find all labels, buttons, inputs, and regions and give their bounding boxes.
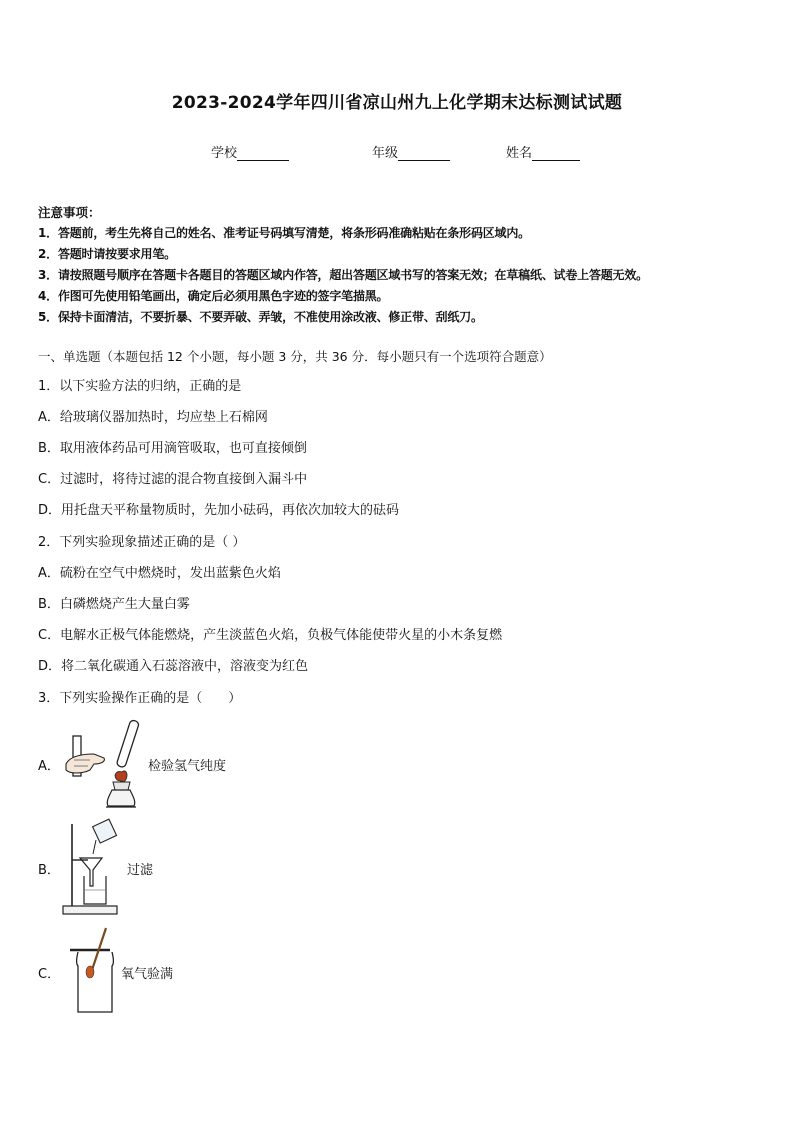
image-option-label: 氧气验满 [121,967,174,982]
note-item: 1．答题前，考生先将自己的姓名、准考证号码填写清楚，将条形码准确粘贴在条形码区域内。 [38,226,530,240]
question-option[interactable]: B．取用液体药品可用滴管吸取，也可直接倾倒 [38,441,307,456]
name-blank[interactable] [532,146,580,161]
question-stem: 1．以下实验方法的归纳，正确的是 [38,379,242,394]
image-option-c[interactable] [38,963,60,982]
option-letter: A． [38,759,60,774]
notes-heading: 注意事项： [38,205,101,220]
question-option[interactable]: B．白磷燃烧产生大量白雾 [38,597,190,612]
question-stem: 2．下列实验现象描述正确的是（ ） [38,535,246,550]
image-option-a[interactable] [38,755,60,774]
filtration-setup-icon [60,820,122,916]
question-option[interactable]: D．用托盘天平称量物质时，先加小砝码，再依次加较大的砝码 [38,503,400,518]
name-field[interactable] [506,142,580,161]
school-label: 学校 [211,146,238,161]
note-item: 5．保持卡面清洁，不要折暴、不要弄破、弄皱，不准使用涂改液、修正带、刮纸刀。 [38,310,483,324]
image-option-b[interactable] [38,859,60,878]
hydrogen-purity-test-icon [60,718,140,810]
section-heading: 一、单选题（本题包括 12 个小题，每小题 3 分，共 36 分．每小题只有一个选项符合题意） [38,349,552,364]
image-option-label: 过滤 [127,863,154,878]
image-option-label: 检验氢气纯度 [148,759,227,774]
school-field[interactable] [211,142,289,161]
note-item: 3．请按照题号顺序在答题卡各题目的答题区域内作答，超出答题区域书写的答案无效；在草稿纸、试卷上答题无效。 [38,268,648,282]
note-item: 4．作图可先使用铅笔画出，确定后必须用黑色字迹的签字笔描黑。 [38,289,389,303]
grade-label: 年级 [372,146,399,161]
question-option[interactable]: C．过滤时，将待过滤的混合物直接倒入漏斗中 [38,472,308,487]
oxygen-full-test-icon [70,924,118,1016]
name-label: 姓名 [506,146,533,161]
grade-field[interactable] [372,142,450,161]
question-option[interactable]: A．硫粉在空气中燃烧时，发出蓝紫色火焰 [38,566,281,581]
note-item: 2．答题时请按要求用笔。 [38,247,176,261]
page-title: 2023-2024学年四川省凉山州九上化学期末达标测试试题 [171,93,623,113]
school-blank[interactable] [237,146,289,161]
question-option[interactable]: C．电解水正极气体能燃烧，产生淡蓝色火焰，负极气体能使带火星的小木条复燃 [38,628,503,643]
question-option[interactable]: D．将二氧化碳通入石蕊溶液中，溶液变为红色 [38,659,309,674]
question-stem: 3．下列实验操作正确的是（ ） [38,691,242,706]
option-letter: C． [38,967,61,982]
option-letter: B． [38,863,60,878]
grade-blank[interactable] [398,146,450,161]
question-option[interactable]: A．给玻璃仪器加热时，均应垫上石棉网 [38,410,268,425]
